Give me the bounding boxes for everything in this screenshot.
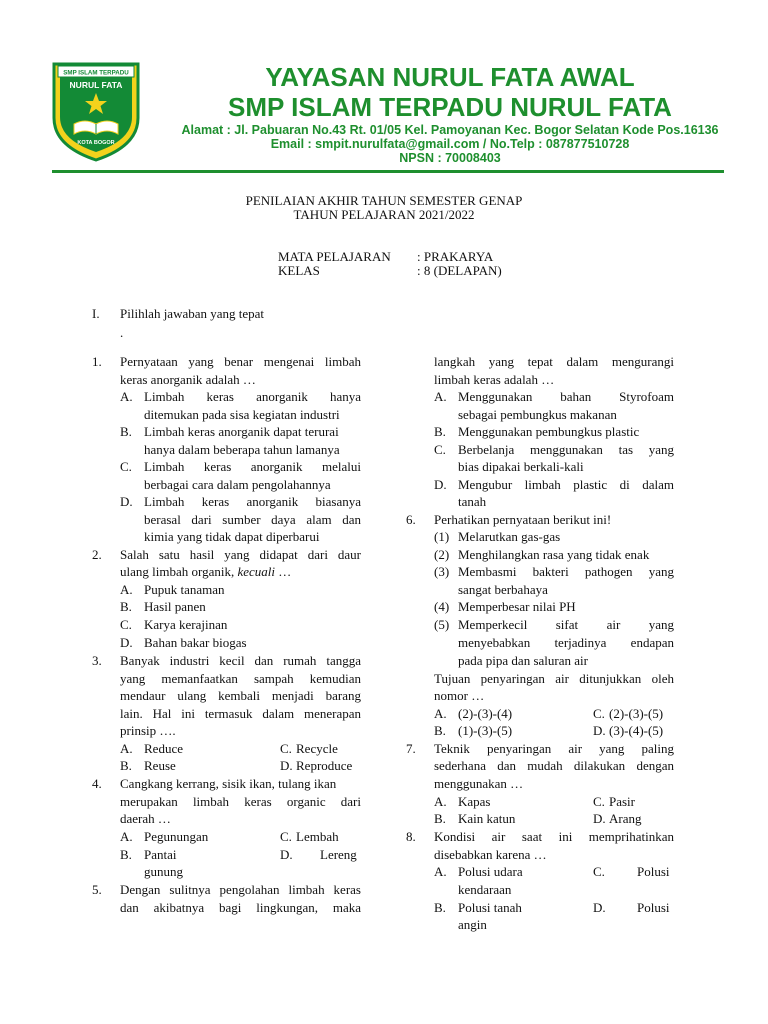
question-stem-line: menggunakan … (434, 776, 524, 791)
option-text: Menggunakan bahan Styrofoam (458, 389, 674, 404)
section-number: I. (92, 306, 100, 321)
option-letter: D. (434, 477, 447, 492)
statement-number: (4) (434, 599, 450, 614)
question-number: 6. (406, 512, 416, 527)
option-letter: C. (280, 829, 292, 844)
option-text: Reuse (144, 758, 176, 773)
option-letter: D. (280, 847, 293, 862)
option-text: angin (458, 917, 487, 932)
question-stem-line: nomor … (434, 688, 485, 703)
statement-text: sangat berbahaya (458, 582, 548, 597)
option-letter: B. (434, 811, 446, 826)
question-stem-line: merupakan limbah keras organic dari (120, 794, 361, 809)
statement-number: (1) (434, 529, 450, 544)
statement-text: menyebabkan terjadinya endapan (458, 635, 674, 650)
question-stem-line: ulang limbah organik, kecuali … (120, 564, 292, 579)
subject-label: MATA PELAJARAN (278, 249, 391, 264)
statement-number: (3) (434, 564, 450, 579)
option-letter: C. (593, 864, 605, 879)
option-text: Reduce (144, 741, 183, 756)
question-stem-line: prinsip …. (120, 723, 176, 738)
option-text: Menggunakan pembungkus plastic (458, 424, 640, 439)
option-text: Arang (609, 811, 642, 826)
option-letter: B. (120, 847, 132, 862)
question-stem-line: Teknik penyaringan air yang paling (434, 741, 674, 756)
exam-year: TAHUN PELAJARAN 2021/2022 (293, 207, 475, 222)
option-text: Pasir (609, 794, 635, 809)
option-letter: A. (120, 582, 133, 597)
option-text: Polusi (637, 864, 670, 879)
school-contact: Email : smpit.nurulfata@gmail.com / No.Telp : 087877510728 (270, 137, 630, 151)
question-stem-line: Pernyataan yang benar mengenai limbah (120, 354, 361, 369)
question-number: 2. (92, 547, 102, 562)
question-number: 3. (92, 653, 102, 668)
option-text: Mengubur limbah plastic di dalam (458, 477, 674, 492)
option-letter: A. (120, 741, 133, 756)
option-letter: C. (593, 794, 605, 809)
option-letter: A. (120, 389, 133, 404)
option-letter: B. (120, 758, 132, 773)
question-stem-line: yang memanfaatkan sampah kemudian (120, 671, 361, 686)
question-stem-line: mendaur ulang kembali menjadi barang (120, 688, 361, 703)
question-stem-line: Kondisi air saat ini memprihatinkan (434, 829, 674, 844)
option-letter: A. (434, 864, 447, 879)
option-letter: B. (120, 599, 132, 614)
option-letter: D. (120, 635, 133, 650)
option-text: Limbah keras anorganik melalui (144, 459, 361, 474)
option-letter: C. (593, 706, 605, 721)
option-letter: C. (120, 617, 132, 632)
option-letter: D. (280, 758, 293, 773)
question-number: 8. (406, 829, 416, 844)
option-text: hanya dalam beberapa tahun lamanya (144, 442, 340, 457)
logo-top-text: SMP ISLAM TERPADU (63, 69, 129, 77)
option-letter: A. (434, 794, 447, 809)
section-instruction: Pilihlah jawaban yang tepat (120, 306, 265, 321)
class-label: KELAS (278, 263, 320, 278)
school-npsn: NPSN : 70008403 (399, 151, 501, 165)
question-stem-line: lain. Hal ini termasuk dalam menerapan (120, 706, 361, 721)
statement-text: Membasmi bakteri pathogen yang (458, 564, 674, 579)
statement-text: pada pipa dan saluran air (458, 653, 588, 668)
question-stem-line: Cangkang kerrang, sisik ikan, tulang ikan (120, 776, 337, 791)
question-stem-line: Tujuan penyaringan air ditunjukkan oleh (434, 671, 674, 686)
statement-number: (2) (434, 547, 450, 562)
option-text: Limbah keras anorganik dapat terurai (144, 424, 339, 439)
option-letter: B. (434, 723, 446, 738)
statement-text: Memperbesar nilai PH (458, 599, 576, 614)
statement-text: Menghilangkan rasa yang tidak enak (458, 547, 650, 562)
option-text: Recycle (296, 741, 338, 756)
question-stem-line: dan akibatnya bagi lingkungan, maka (120, 900, 361, 915)
header-divider (52, 170, 724, 173)
option-text: Lereng (320, 847, 357, 862)
option-text: kimia yang tidak dapat diperbarui (144, 529, 320, 544)
option-letter: C. (120, 459, 132, 474)
question-stem-line: Dengan sulitnya pengolahan limbah keras (120, 882, 361, 897)
option-letter: B. (434, 900, 446, 915)
question-number: 4. (92, 776, 102, 791)
option-letter: C. (434, 442, 446, 457)
option-text: (3)-(4)-(5) (609, 723, 664, 738)
option-text: tanah (458, 494, 487, 509)
option-text: berasal dari sumber daya alam dan (144, 512, 361, 527)
option-letter: D. (593, 723, 606, 738)
option-text: Polusi udara (458, 864, 523, 879)
exam-title: PENILAIAN AKHIR TAHUN SEMESTER GENAP (245, 193, 523, 208)
option-text: Kapas (458, 794, 491, 809)
school-logo (50, 60, 142, 164)
school-name: SMP ISLAM TERPADU NURUL FATA (228, 92, 672, 122)
option-text: ditemukan pada sisa kegiatan industri (144, 407, 340, 422)
question-number: 7. (406, 741, 416, 756)
option-letter: B. (120, 424, 132, 439)
option-letter: C. (280, 741, 292, 756)
option-letter: B. (434, 424, 446, 439)
option-letter: D. (593, 900, 606, 915)
statement-text: Melarutkan gas-gas (458, 529, 561, 544)
option-letter: A. (120, 829, 133, 844)
class-value: : 8 (DELAPAN) (417, 263, 502, 278)
option-text: Pantai (144, 847, 177, 862)
option-text: Pegunungan (144, 829, 209, 844)
statement-number: (5) (434, 617, 450, 632)
option-text: sebagai pembungkus makanan (458, 407, 617, 422)
question-stem-line: Banyak industri kecil dan rumah tangga (120, 653, 361, 668)
foundation-name: YAYASAN NURUL FATA AWAL (265, 62, 635, 92)
subject-value: : PRAKARYA (417, 249, 494, 264)
option-letter: D. (120, 494, 133, 509)
option-text: kendaraan (458, 882, 512, 897)
option-text: Limbah keras anorganik biasanya (144, 494, 361, 509)
option-letter: A. (434, 389, 447, 404)
question-stem-line: Perhatikan pernyataan berikut ini! (434, 512, 612, 527)
option-text: Kain katun (458, 811, 516, 826)
option-letter: A. (434, 706, 447, 721)
logo-city: KOTA BOGOR (77, 140, 115, 146)
option-text: (1)-(3)-(5) (458, 723, 513, 738)
option-text: Bahan bakar biogas (144, 635, 247, 650)
question-stem-line: limbah keras adalah … (434, 372, 555, 387)
statement-text: Memperkecil sifat air yang (458, 617, 674, 632)
question-stem-line: daerah … (120, 811, 171, 826)
question-stem-line: sederhana dan mudah dilakukan dengan (434, 758, 674, 773)
option-text: Lembah (296, 829, 339, 844)
option-text: Limbah keras anorganik hanya (144, 389, 361, 404)
option-text: bias dipakai berkali-kali (458, 459, 584, 474)
question-stem-line: langkah yang tepat dalam mengurangi (434, 354, 674, 369)
option-text: (2)-(3)-(5) (609, 706, 664, 721)
logo-name: NURUL FATA (69, 80, 123, 90)
section-dot: . (120, 325, 124, 340)
question-stem-line: Salah satu hasil yang didapat dari daur (120, 547, 361, 562)
option-text: Pupuk tanaman (144, 582, 225, 597)
school-address: Alamat : Jl. Pabuaran No.43 Rt. 01/05 Kel. Pamoyanan Kec. Bogor Selatan Kode Pos.16136 (181, 123, 719, 137)
option-text: Berbelanja menggunakan tas yang (458, 442, 674, 457)
question-stem-line: keras anorganik adalah … (120, 372, 256, 387)
option-text: gunung (144, 864, 183, 879)
option-text: berbagai cara dalam pengolahannya (144, 477, 331, 492)
option-text: Polusi (637, 900, 670, 915)
question-number: 5. (92, 882, 102, 897)
option-text: Polusi tanah (458, 900, 522, 915)
option-text: (2)-(3)-(4) (458, 706, 513, 721)
question-stem-line: disebabkan karena … (434, 847, 547, 862)
option-letter: D. (593, 811, 606, 826)
option-text: Reproduce (296, 758, 353, 773)
option-text: Hasil panen (144, 599, 206, 614)
option-text: Karya kerajinan (144, 617, 228, 632)
question-number: 1. (92, 354, 102, 369)
